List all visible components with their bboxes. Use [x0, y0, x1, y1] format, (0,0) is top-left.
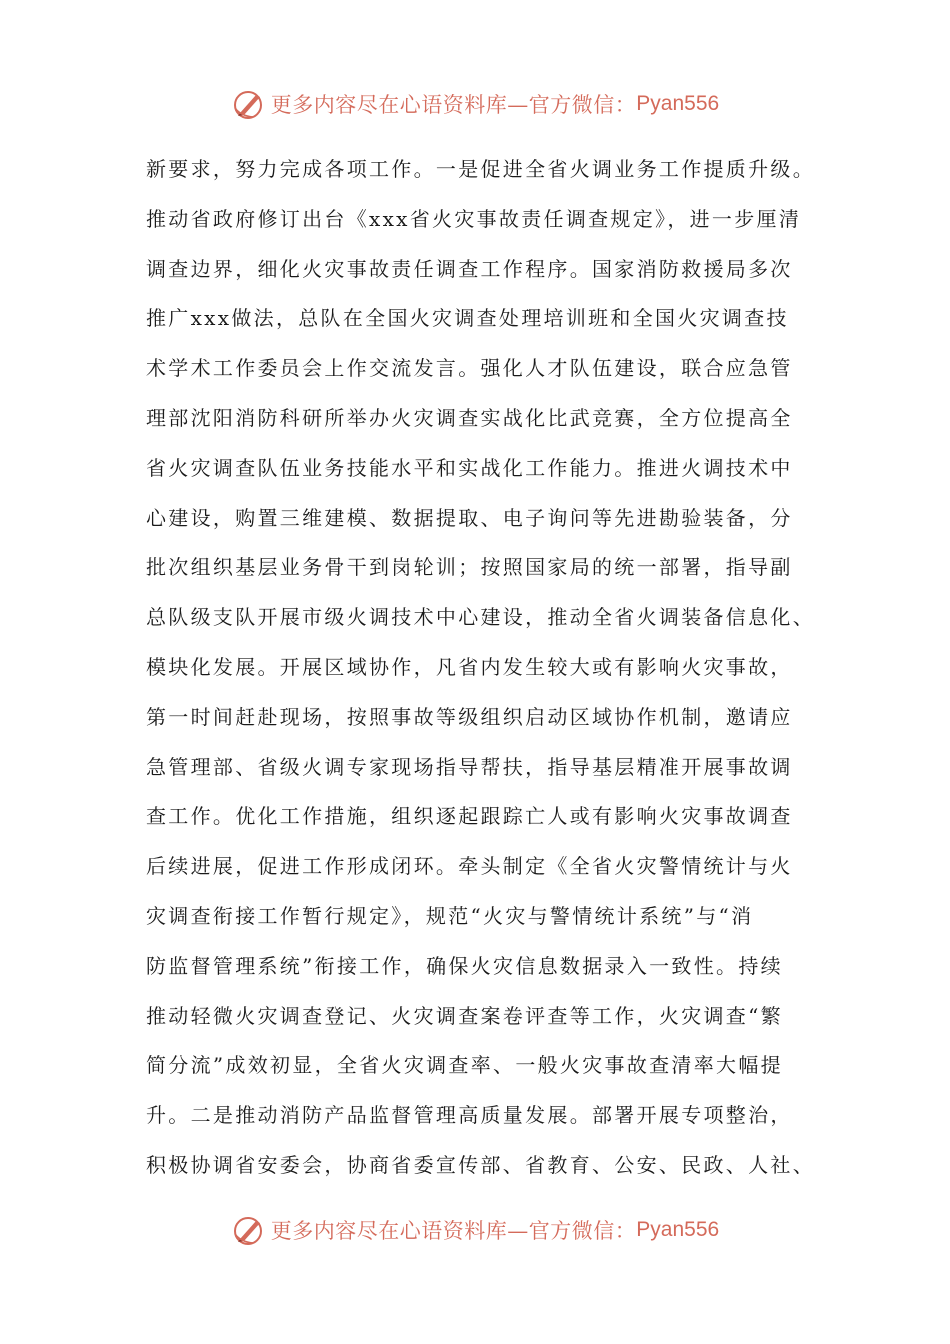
- text-line: 省火灾调查队伍业务技能水平和实战化工作能力。推进火调技术中: [146, 455, 793, 480]
- text-line: 第一时间赶赴现场，按照事故等级组织启动区域协作机制，邀请应: [146, 704, 793, 729]
- text-line: 推广xxx做法，总队在全国火灾调查处理培训班和全国火灾调查技: [146, 306, 789, 331]
- text-line: 简分流”成效初显，全省火灾调查率、一般火灾事故查清率大幅提: [146, 1053, 783, 1078]
- banner-text: 更多内容尽在心语资料库—官方微信：: [270, 1219, 637, 1243]
- text-line: 理部沈阳消防科研所举办火灾调查实战化比武竞赛，全方位提高全: [146, 405, 793, 430]
- text-line: 模块化发展。开展区域协作，凡省内发生较大或有影响火灾事故，: [146, 654, 793, 679]
- text-line: 查工作。优化工作措施，组织逐起跟踪亡人或有影响火灾事故调查: [146, 804, 793, 829]
- text-line: 心建设，购置三维建模、数据提取、电子询问等先进勘验装备，分: [146, 505, 793, 530]
- footer-banner: [0, 1210, 950, 1250]
- text-line: 灾调查衔接工作暂行规定》，规范“火灾与警情统计系统”与“消: [146, 903, 754, 928]
- text-line: 批次组织基层业务骨干到岗轮训；按照国家局的统一部署，指导副: [146, 555, 793, 580]
- text-line: 总队级支队开展市级火调技术中心建设，推动全省火调装备信息化、: [146, 605, 815, 630]
- pen-circle-logo-icon: [231, 1212, 267, 1248]
- header-banner: [0, 84, 950, 124]
- text-line: 新要求，努力完成各项工作。一是促进全省火调业务工作提质升级。: [146, 157, 815, 181]
- pen-circle-logo-icon: [231, 86, 267, 122]
- text-line: 推动轻微火灾调查登记、火灾调查案卷评查等工作，火灾调查“繁: [146, 1003, 783, 1028]
- text-line: 术学术工作委员会上作交流发言。强化人才队伍建设，联合应急管: [146, 356, 793, 381]
- document-body: [146, 145, 826, 1191]
- text-line: 后续进展，促进工作形成闭环。牵头制定《全省火灾警情统计与火: [146, 854, 793, 879]
- banner-wechat-id: Pyan556: [636, 92, 720, 115]
- text-line: 升。二是推动消防产品监督管理高质量发展。部署开展专项整治，: [146, 1103, 793, 1128]
- text-line: 防监督管理系统”衔接工作，确保火灾信息数据录入一致性。持续: [146, 953, 783, 978]
- text-line: 急管理部、省级火调专家现场指导帮扶，指导基层精准开展事故调: [146, 754, 793, 779]
- banner-text: 更多内容尽在心语资料库—官方微信：: [270, 93, 637, 117]
- text-line: 推动省政府修订出台《xxx省火灾事故责任调查规定》，进一步厘清: [146, 206, 802, 231]
- banner-wechat-id: Pyan556: [636, 1218, 720, 1241]
- text-line: 调查边界，细化火灾事故责任调查工作程序。国家消防救援局多次: [146, 256, 793, 281]
- text-line: 积极协调省安委会，协商省委宣传部、省教育、公安、民政、人社、: [146, 1152, 815, 1177]
